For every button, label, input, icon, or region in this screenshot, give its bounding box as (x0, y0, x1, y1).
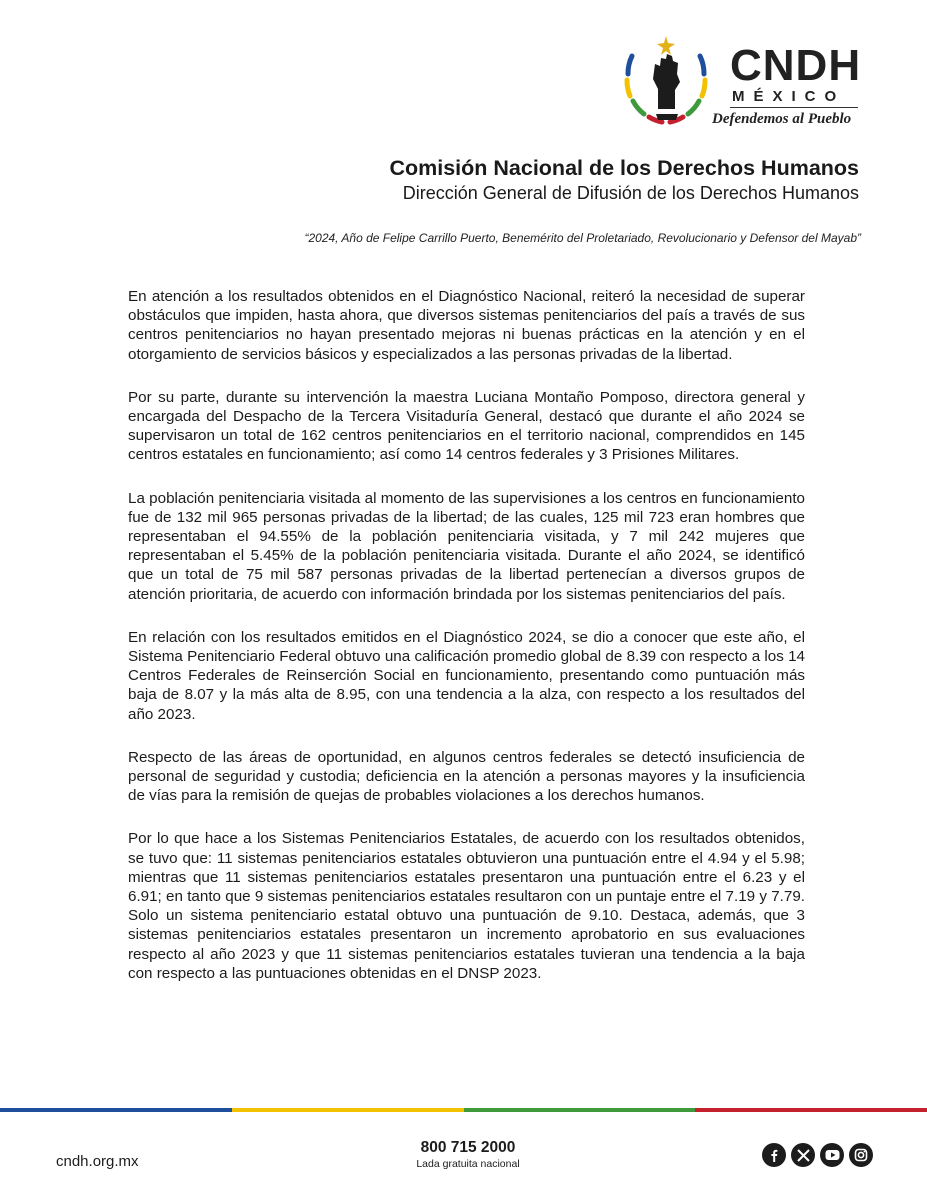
document-body (128, 287, 805, 1007)
paragraph: Respecto de las áreas de oportunidad, en algunos centros federales se detectó insuficiencia de personal de seguridad y custodia; deficiencia en la atención a personas mayores y la insuficiencia de vías para la remisión de quejas de probables violaciones a los derechos humanos. (128, 748, 805, 805)
paragraph: En atención a los resultados obtenidos en el Diagnóstico Nacional, reiteró la necesidad de superar obstáculos que impiden, hasta ahora, que diversos sistemas penitenciarios del país a través de sus centros penitenciarios no hayan presentado mejoras ni buenas prácticas en la atención y en el otorgamiento de servicios básicos y especializados a las personas privadas de la libertad. (128, 288, 805, 363)
logo-divider (730, 107, 858, 108)
color-bar-red (695, 1108, 927, 1112)
color-bar-blue (0, 1108, 232, 1112)
logo-brand: CNDH (730, 41, 862, 90)
social-links (762, 1143, 873, 1167)
document-header (389, 157, 859, 203)
logo-country: MÉXICO (732, 88, 846, 105)
website-link[interactable]: cndh.org.mx (56, 1153, 139, 1170)
instagram-icon[interactable] (849, 1143, 873, 1167)
paragraph: En relación con los resultados emitidos en el Diagnóstico 2024, se dio a conocer que este año, el Sistema Penitenciario Federal obtuvo una calificación promedio global de 8.39 con respecto a los 14 Centros Federales de Reinserción Social en funcionamiento, presentando como puntuación más baja de 8.07 y la más alta de 8.95, con una tendencia a la alza, con respecto a los resultados del año 2023. (128, 628, 805, 723)
color-bar-green (464, 1108, 696, 1112)
page-title: Comisión Nacional de los Derechos Humanos (389, 156, 859, 180)
raised-fist-laurel-emblem-icon (618, 34, 718, 134)
year-motto: “2024, Año de Felipe Carrillo Puerto, Benemérito del Proletariado, Revolucionario y Defensor del Mayab” (304, 231, 861, 245)
logo-tagline: Defendemos al Pueblo (712, 111, 852, 127)
phone-block (398, 1139, 538, 1170)
paragraph: La población penitenciaria visitada al momento de las supervisiones a los centros en funcionamiento fue de 132 mil 965 personas privadas de la libertad; de las cuales, 125 mil 723 eran hombres que representaban el 94.55% de la población penitenciaria visitada, y 7 mil 242 mujeres que representaban el 5.45% de la población penitenciaria visitada. Durante el año 2024, se identificó que un total de 75 mil 587 personas privadas de la libertad pertenecían a diversos grupos de atención prioritaria, de acuerdo con información brindada por los sistemas penitenciarios del país. (128, 489, 805, 603)
paragraph: Por lo que hace a los Sistemas Penitenciarios Estatales, de acuerdo con los resultados obtenidos, se tuvo que: 11 sistemas penitenciarios estatales obtuvieron una puntuación entre el 4.94 y el 5.98; mientras que 11 sistemas penitenciarios estatales presentaron una puntuación entre el 6.23 y el 6.91; en tanto que 9 sistemas penitenciarios estatales resultaron con un puntaje entre el 7.19 y 7.79. Solo un sistema penitenciario estatal obtuvo una puntuación de 9.10. Destaca, además, que 3 sistemas penitenciarios estatales presentaron un incremento aprobatorio en sus evaluaciones respecto al año 2023 y que 11 sistemas penitenciarios estatales tuvieran una tendencia a la baja con respecto a las puntuaciones obtenidas en el DNSP 2023. (128, 830, 805, 982)
phone-note: Lada gratuita nacional (416, 1158, 520, 1171)
paragraph: Por su parte, durante su intervención la maestra Luciana Montaño Pomposo, directora general y encargada del Despacho de la Tercera Visitaduría General, destacó que durante el año 2024 se supervisaron un total de 162 centros penitenciarios en el territorio nacional, comprendidos en 145 centros estatales en funcionamiento; así como 14 centros federales y 3 Prisiones Militares. (128, 388, 805, 464)
color-bar-yellow (232, 1108, 464, 1112)
phone-number[interactable]: 800 715 2000 (420, 1139, 516, 1156)
facebook-icon[interactable] (762, 1143, 786, 1167)
page-subtitle: Dirección General de Difusión de los Derechos Humanos (402, 182, 859, 203)
cndh-logo (618, 34, 863, 134)
x-icon[interactable] (791, 1143, 815, 1167)
footer-color-bar (0, 1108, 927, 1112)
youtube-icon[interactable] (820, 1143, 844, 1167)
